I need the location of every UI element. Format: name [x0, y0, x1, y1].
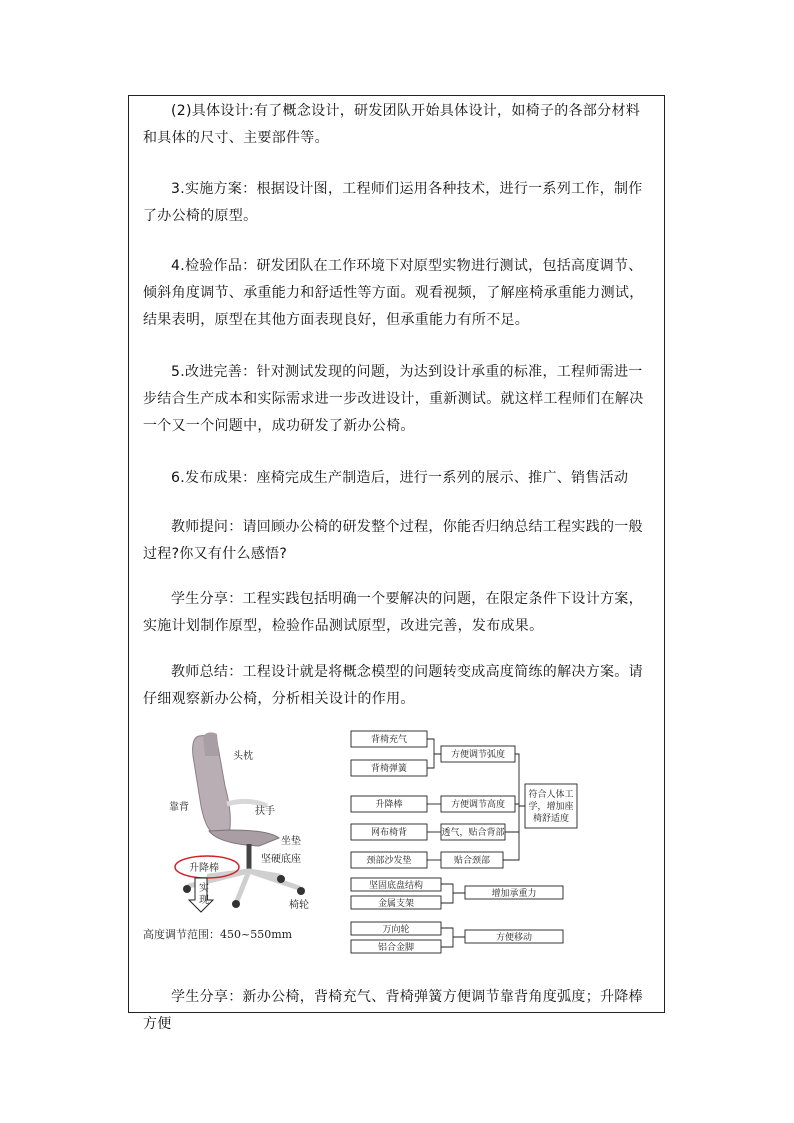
svg-text:椅舒适度: 椅舒适度 — [532, 814, 570, 824]
paragraph-specific-design: (2)具体设计:有了概念设计，研发团队开始具体设计，如椅子的各部分材料和具体的尺寸、主要部件等。 — [143, 103, 641, 146]
label-backrest: 靠背 — [169, 802, 189, 813]
label-seat: 坐垫 — [281, 836, 301, 847]
paragraph-teacher-question: 教师提问：请回顾办公椅的研发整个过程，你能否归纳总结工程实践的一般过程?你又有什么感悟? — [143, 519, 643, 562]
svg-text:方便调节高度: 方便调节高度 — [450, 800, 506, 810]
svg-text:符合人体工: 符合人体工 — [528, 790, 574, 800]
svg-text:增加承重力: 增加承重力 — [491, 889, 537, 899]
label-base: 坚硬底座 — [261, 854, 301, 865]
content-table-cell — [128, 95, 665, 1032]
height-range-label: 高度调节范围：450~550mm — [143, 928, 293, 941]
svg-text:方便调节弧度: 方便调节弧度 — [450, 750, 506, 760]
svg-text:背椅弹簧: 背椅弹簧 — [370, 764, 408, 774]
svg-text:网布椅背: 网布椅背 — [370, 828, 408, 838]
label-lift: 升降棒 — [189, 863, 219, 874]
svg-text:金属支架: 金属支架 — [377, 899, 415, 909]
paragraph-student-share-chair: 学生分享：新办公椅，背椅充气、背椅弹簧方便调节靠背角度弧度；升降棒方便 — [143, 989, 643, 1032]
paragraph-implementation: 3.实施方案：根据设计图，工程师们运用各种技术，进行一系列工作，制作了办公椅的原型。 — [143, 181, 643, 224]
label-headrest: 头枕 — [233, 751, 253, 762]
label-realize-2: 现 — [199, 895, 209, 906]
svg-text:贴合颈部: 贴合颈部 — [453, 856, 491, 866]
paragraph-improvement: 5.改进完善：针对测试发现的问题，为达到设计承重的标准，工程师需进一步结合生产成本和实际需求进一步改进设计，重新测试。就这样工程师们在解决一个又一个问题中，成功研发了新办公椅。 — [143, 364, 644, 434]
svg-text:坚固底盘结构: 坚固底盘结构 — [368, 881, 424, 891]
paragraph-teacher-summary: 教师总结：工程设计就是将概念模型的问题转变成高度简练的解决方案。请仔细观察新办公椅，分析相关设计的作用。 — [143, 664, 643, 707]
paragraph-testing: 4.检验作品：研发团队在工作环境下对原型实物进行测试，包括高度调节、倾斜角度调节、承重能力和舒适性等方面。观看视频，了解座椅承重能力测试，结果表明，原型在其他方面表现良好，但承重能力有所不足。 — [143, 258, 644, 328]
svg-text:颈部沙发垫: 颈部沙发垫 — [366, 856, 412, 866]
svg-text:背椅充气: 背椅充气 — [370, 735, 408, 745]
chair-diagram-svg — [129, 726, 666, 966]
svg-text:学，增加座: 学，增加座 — [528, 802, 574, 812]
svg-text:万向轮: 万向轮 — [382, 925, 410, 935]
paragraph-student-share: 学生分享：工程实践包括明确一个要解决的问题，在限定条件下设计方案，实施计划制作原型，检验作品测试原型，改进完善，发布成果。 — [143, 591, 643, 634]
chair-illustration — [143, 732, 309, 941]
label-wheels: 椅轮 — [289, 900, 309, 911]
function-flow-diagram — [351, 731, 577, 953]
label-realize-1: 实 — [199, 883, 209, 894]
svg-text:透气，贴合背部: 透气，贴合背部 — [441, 828, 505, 838]
svg-text:铝合金脚: 铝合金脚 — [377, 943, 415, 953]
svg-text:方便移动: 方便移动 — [495, 933, 533, 943]
svg-text:升降棒: 升降棒 — [375, 800, 403, 810]
chair-figure — [129, 726, 666, 966]
label-armrest: 扶手 — [255, 806, 275, 817]
paragraph-release: 6.发布成果：座椅完成生产制造后，进行一系列的展示、推广、销售活动 — [171, 470, 629, 486]
